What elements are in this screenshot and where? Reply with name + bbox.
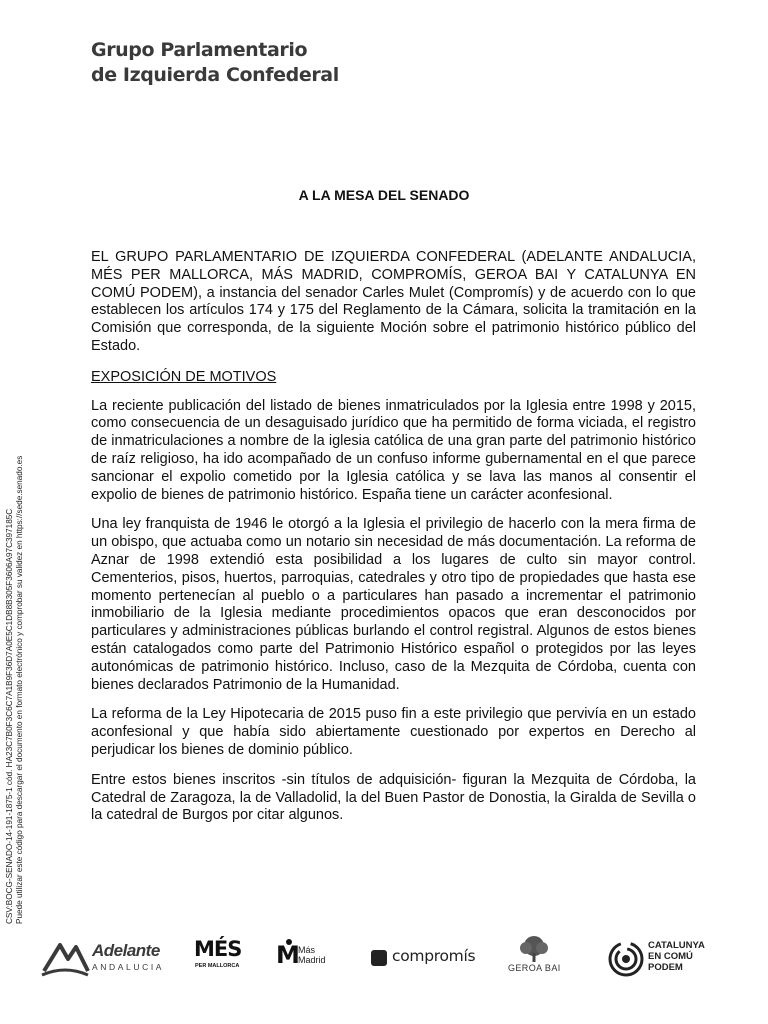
header-line-2: de Izquierda Confederal — [91, 64, 339, 86]
catalunya-name — [648, 940, 705, 973]
catalunya-line1: CATALUNYA — [648, 940, 705, 951]
csv-instructions: Puede utilizar este código para descargar el documento en formato electrónico y comprobar su validez en https://sede.senado.es — [15, 455, 24, 924]
adelante-sub: ANDALUCIA — [92, 962, 165, 972]
adelante-name: Adelante — [92, 941, 160, 960]
paragraph-3: La reforma de la Ley Hipotecaria de 2015 puso fin a este privilegio que pervivía en un estado aconfesional y que había sido abiertamente cuestionado por expertos en Derecho al perjudicar los bienes de dominio público. — [91, 706, 696, 758]
mes-per-mallorca-logo — [194, 935, 242, 985]
catalunya-line2: EN COMÚ — [648, 951, 693, 962]
concentric-circles-icon — [608, 941, 644, 977]
csv-code: CSV:BOCG-SENADO-14-191-1875-1 cód. HA23C7B0F3C6C7A1B9F36D7A0E5C1DB8B305F3606A97C397185C — [5, 508, 14, 924]
compromis-name: compromís — [392, 947, 476, 965]
mas-madrid-logo — [276, 935, 340, 985]
document-title: A LA MESA DEL SENADO — [298, 187, 470, 203]
paragraph-2: Una ley franquista de 1946 le otorgó a la Iglesia el privilegio de hacerlo con la mera firma de un obispo, que actuaba como un notario sin necesidad de más documentación. La reforma de Aznar de 1998 extendió esta posibilidad a los lugares de culto sin mayor control. Cementerios, pisos, huertos, parroquias, catedrales y otro tipo de propiedades que hasta ese momento pertenecían al pueblo o a particulares han pasado a incrementar el patrimonio inmobiliario de la Iglesia mediante procedimientos opacos que eran desconocidos por particulares y administraciones públicas burlando el control registral. Algunos de estos bienes están catalogados como parte del Patrimonio Histórico español o protegidos por las leyes autonómicas de patrimonio histórico. Incluso, caso de la Mezquita de Córdoba, cuenta con bienes declarados Patrimonio de la Humanidad. — [91, 516, 696, 693]
adelante-mark-icon — [40, 939, 90, 979]
compromis-box-icon — [371, 950, 387, 966]
section-heading: EXPOSICIÓN DE MOTIVOS — [91, 368, 277, 385]
mes-name: MÉS — [194, 937, 242, 961]
compromis-logo — [371, 935, 475, 985]
mes-sub: PER MALLORCA — [195, 963, 240, 969]
group-header — [91, 38, 339, 88]
csv-side-note — [5, 404, 25, 924]
geroa-bai-name: GEROA BAI — [508, 963, 561, 973]
mas-madrid-line1: Más — [298, 945, 316, 955]
geroa-bai-logo — [506, 935, 564, 985]
mas-madrid-mark: M — [276, 941, 300, 969]
adelante-andalucia-logo — [40, 935, 165, 985]
catalunya-line3: PODEM — [648, 962, 683, 973]
paragraph-1: La reciente publicación del listado de bienes inmatriculados por la Iglesia entre 1998 y 2015, como consecuencia de un desaguisado jurídico que ha permitido de forma viciada, el registro de inmatriculaciones a nombre de la iglesia católica de una gran parte del patrimonio histórico de raíz religioso, ha ido acompañado de un confuso informe gubernamental en el que parece sancionar el expolio cometido por la Iglesia católica y se lava las manos al consentir el expolio de bienes de patrimonio histórico. España tiene un carácter aconfesional. — [91, 397, 696, 503]
party-logos — [0, 935, 768, 985]
header-line-1: Grupo Parlamentario — [91, 39, 308, 61]
document-body — [91, 249, 696, 837]
intro-paragraph: EL GRUPO PARLAMENTARIO DE IZQUIERDA CONFEDERAL (ADELANTE ANDALUCIA, MÉS PER MALLORCA, MÁS MADRID, COMPROMÍS, GEROA BAI Y CATALUNYA EN COMÚ PODEM), a instancia del senador Carles Mulet (Compromís) y de acuerdo con lo que establecen los artículos 174 y 175 del Reglamento de la Cámara, solicita la tramitación en la Comisión que corresponda, de la siguiente Moción sobre el patrimonio histórico público del Estado. — [91, 249, 696, 354]
mas-madrid-line2: Madrid — [298, 955, 326, 965]
paragraph-4: Entre estos bienes inscritos -sin títulos de adquisición- figuran la Mezquita de Córdoba, la Catedral de Zaragoza, la de Valladolid, la del Buen Pastor de Donostia, la Giralda de Sevilla o la catedral de Burgos por citar algunos. — [91, 771, 696, 824]
tree-icon — [514, 935, 554, 963]
catalunya-en-comu-podem-logo — [608, 935, 718, 985]
